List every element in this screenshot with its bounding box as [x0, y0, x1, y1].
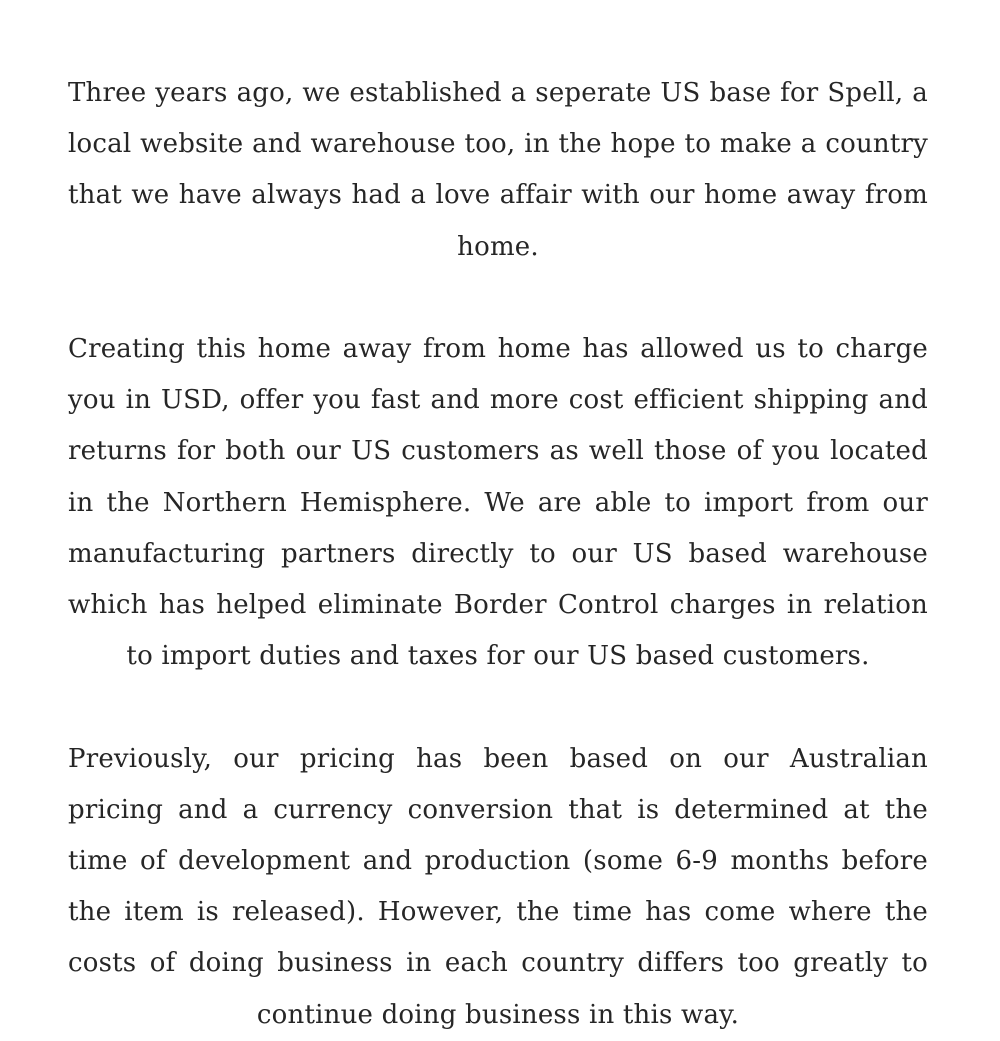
document-body [68, 68, 928, 1041]
paragraph-us-base: Three years ago, we established a seperate US base for Spell, a local website and warehouse too, in the hope to make a country that we have always had a love affair with our home away from home. [68, 78, 928, 262]
paragraph-home-away: Creating this home away from home has allowed us to charge you in USD, offer you fast and more cost efficient shipping and returns for both our US customers as well those of you located in the Northern Hemisphere. We are able to import from our manufacturing partners directly to our US based warehouse which has helped eliminate Border Control charges in relation to import duties and taxes for our US based customers. [68, 334, 928, 672]
paragraph-previous-pricing: Previously, our pricing has been based on our Australian pricing and a currency conversion that is determined at the time of development and production (some 6-9 months before the item is released). However, the time has come where the costs of doing business in each country differs too greatly to continue doing business in this way. [68, 743, 928, 1030]
